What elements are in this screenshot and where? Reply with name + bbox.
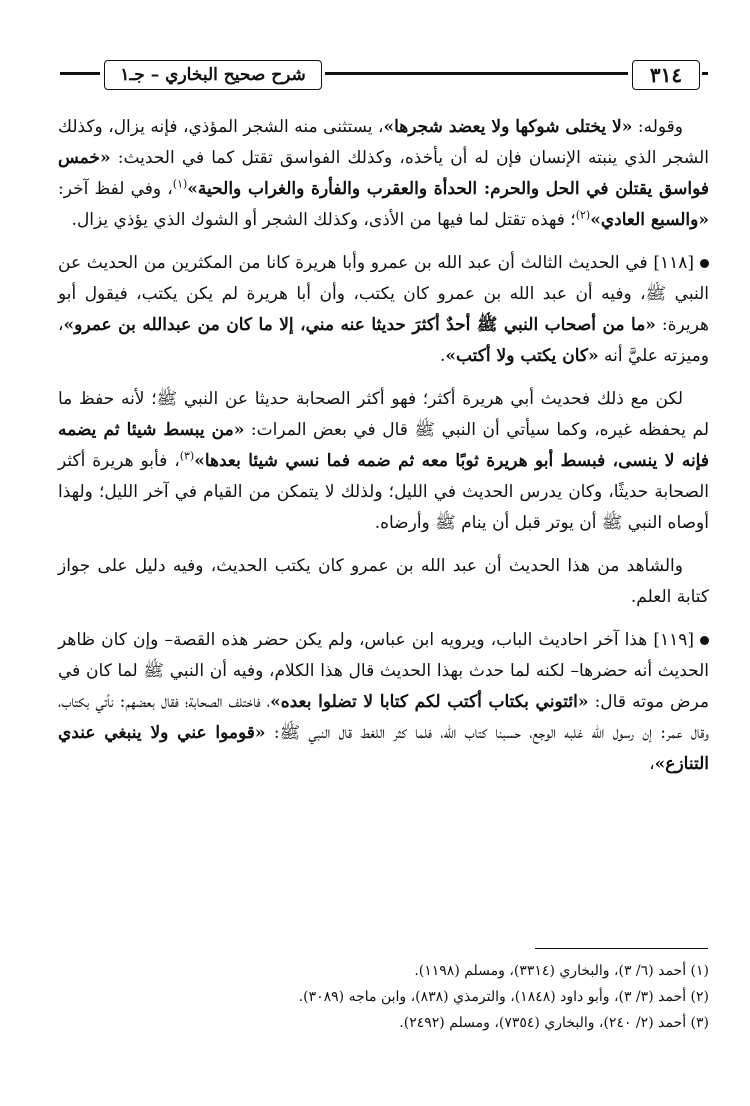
text-run: [١١٨] في الحديث الثالث أن عبد الله بن عمرو وأبا هريرة كانا من المكثرين من الحديث عن النبي ﷺ، وفيه أن عبد الله بن عمرو كان يكتب، وأن أبا هريرة لم يكن يكتب، فيقول أبو هريرة: [58, 253, 710, 335]
text-run: ، [649, 754, 655, 774]
text-run: ، وميزته عليَّ أنه [58, 315, 709, 366]
text-run: ، يستثنى منه الشجر المؤذي، فإنه يزال، وكذلك الشجر الذي ينبته الإنسان فإن له أن يأخذه، وكذلك الفواسق تقتل كما في الحديث: [58, 117, 709, 168]
running-header [60, 60, 708, 94]
quoted-hadith: «لا يختلى شوكها ولا يعضد شجرها» [383, 117, 633, 137]
text-run: وقوله: [632, 117, 683, 137]
footnote: (١) أحمد (٦/ ٣)، والبخاري (٣٣١٤)، ومسلم (١١٩٨). [414, 963, 709, 979]
text-run: [١١٩] هذا آخر احاديث الباب، ويرويه ابن عباس، ولم يكن حضر هذه القصة– وإن كان ظاهر الحديث أنه حضرها– لكنه لما حدث بهذا الحديث قال هذا الكلام، وفيه أن النبي ﷺ لما كان في مرض موته قال: [58, 630, 710, 712]
text-run: لكن مع ذلك فحديث أبي هريرة أكثر؛ فهو أكثر الصحابة حديثا عن النبي ﷺ؛ لأنه حفظ ما لم يحفظه غيره، وكما سيأتي أن النبي ﷺ قال في بعض المرات: [58, 389, 709, 440]
footnote-rule [535, 948, 708, 949]
paragraph-hadith-118 [58, 248, 709, 372]
quoted-hadith: «كان يكتب ولا أكتب» [445, 346, 599, 366]
text-run: . [439, 346, 446, 366]
paragraph [58, 551, 709, 613]
footnote-ref: (٣) [179, 449, 195, 463]
body-text [58, 112, 709, 780]
quoted-hadith: «خمس فواسق يقتلن في الحل والحرم: الحدأة والعقرب والفأرة والغراب والحية» [58, 148, 709, 199]
header-rule [60, 72, 100, 75]
text-run: ، فاختلف الصحابة؛ فقال بعضهم: نأتي بكتاب، وقال عمر: إن رسول الله غلبه الوجع، حسبنا كتاب الله، فلما كثر اللغط قال النبي ﷺ: [58, 692, 709, 743]
page-number: ٣١٤ [632, 60, 700, 90]
footnote-ref: (٢) [575, 208, 591, 222]
quoted-hadith: «والسبع العادي» [590, 210, 709, 230]
bullet-icon [700, 259, 709, 268]
paragraph [58, 112, 709, 236]
paragraph [58, 384, 709, 539]
footnotes [58, 958, 709, 1036]
quoted-hadith: «من يبسط شيئا ثم يضمه فإنه لا ينسى، فبسط أبو هريرة ثوبًا معه ثم ضمه فما نسي شيئا بعدها» [58, 420, 709, 471]
text-run: ، فأبو هريرة أكثر الصحابة حديثًا، وكان يدرس الحديث في الليل؛ ولذلك لا يتمكن من القيام في آخر الليل؛ ولهذا أوصاه النبي ﷺ أن يوتر قبل أن ينام ﷺ وأرضاه. [58, 451, 709, 533]
header-rule [702, 72, 708, 75]
bullet-icon [700, 636, 709, 645]
footnote: (٢) أحمد (٣/ ٣)، وأبو داود (١٨٤٨)، والترمذي (٨٣٨)، وابن ماجه (٣٠٨٩). [298, 989, 709, 1005]
book-title: شرح صحيح البخاري – جـ١ [104, 60, 322, 90]
footnote: (٣) أحمد (٢/ ٢٤٠)، والبخاري (٧٣٥٤)، ومسلم (٢٤٩٢). [399, 1015, 709, 1031]
text-run: ، وفي لفظ آخر: [58, 179, 173, 199]
quoted-hadith: «قوموا عني ولا ينبغي عندي التنازع» [58, 723, 709, 774]
header-rule [325, 72, 628, 75]
paragraph-hadith-119 [58, 625, 709, 780]
text-run: ؛ فهذه تقتل لما فيها من الأذى، وكذلك الشجر أو الشوك الذي يؤذي يزال. [71, 210, 576, 230]
quoted-hadith: «ائتوني بكتاب أكتب لكم كتابا لا تضلوا بعده» [270, 692, 589, 712]
quoted-hadith: «ما من أصحاب النبي ﷺ أحدٌ أكثرَ حديثا عنه مني، إلا ما كان من عبدالله بن عمرو» [63, 315, 656, 335]
text-run: والشاهد من هذا الحديث أن عبد الله بن عمرو كان يكتب الحديث، وفيه دليل على جواز كتابة العلم. [58, 556, 709, 607]
footnote-ref: (١) [172, 177, 188, 191]
